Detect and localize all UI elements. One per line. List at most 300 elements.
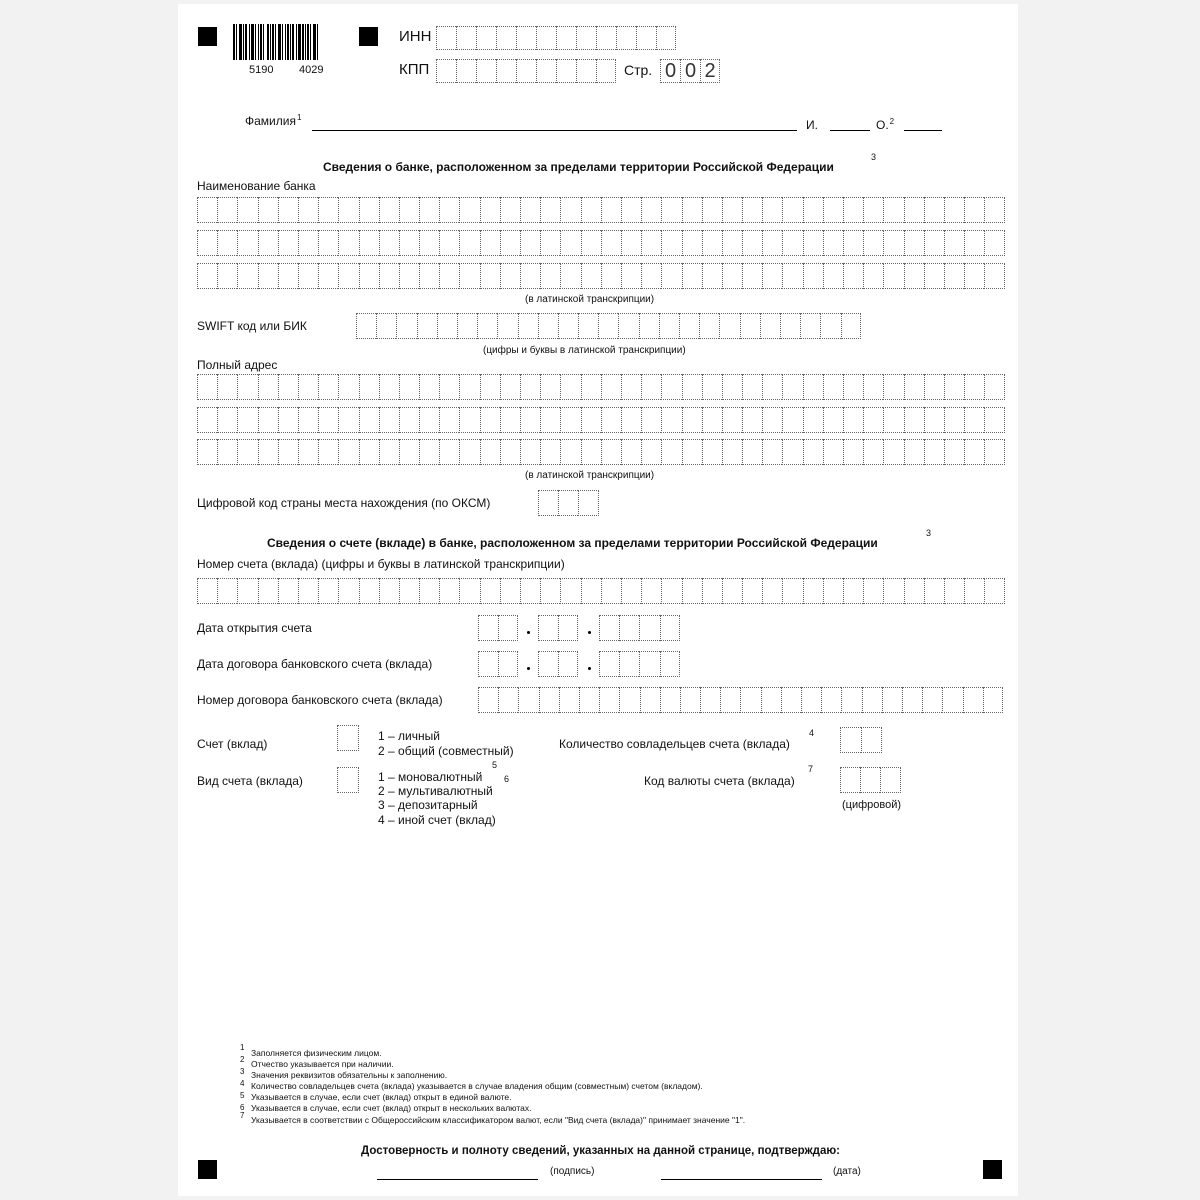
input-cell[interactable] bbox=[924, 230, 944, 256]
input-cell[interactable] bbox=[641, 197, 661, 223]
input-cell[interactable] bbox=[237, 374, 257, 400]
input-cell[interactable] bbox=[516, 59, 536, 83]
input-cell[interactable] bbox=[984, 407, 1004, 433]
input-cell[interactable] bbox=[702, 230, 722, 256]
input-cell[interactable] bbox=[399, 374, 419, 400]
input-cell[interactable] bbox=[904, 230, 924, 256]
input-cell[interactable] bbox=[560, 374, 580, 400]
input-cell[interactable] bbox=[278, 230, 298, 256]
input-cell[interactable] bbox=[480, 230, 500, 256]
input-cell[interactable] bbox=[682, 374, 702, 400]
input-cell[interactable] bbox=[599, 687, 619, 713]
input-cell[interactable] bbox=[480, 407, 500, 433]
input-cell[interactable] bbox=[538, 490, 558, 516]
input-cell[interactable] bbox=[964, 374, 984, 400]
input-cell[interactable] bbox=[863, 197, 883, 223]
input-cell[interactable] bbox=[762, 197, 782, 223]
open-date-day[interactable] bbox=[478, 615, 518, 641]
input-cell[interactable] bbox=[456, 59, 476, 83]
input-cell[interactable] bbox=[520, 197, 540, 223]
input-cell[interactable] bbox=[800, 313, 820, 339]
input-cell[interactable] bbox=[863, 374, 883, 400]
input-cell[interactable] bbox=[379, 374, 399, 400]
input-cell[interactable] bbox=[702, 374, 722, 400]
input-cell[interactable] bbox=[924, 578, 944, 604]
input-cell[interactable] bbox=[536, 26, 556, 50]
input-cell[interactable] bbox=[197, 374, 217, 400]
input-cell[interactable] bbox=[682, 578, 702, 604]
input-cell[interactable] bbox=[742, 230, 762, 256]
input-cell[interactable] bbox=[621, 374, 641, 400]
input-cell[interactable] bbox=[964, 439, 984, 465]
input-cell[interactable] bbox=[641, 263, 661, 289]
input-cell[interactable] bbox=[318, 263, 338, 289]
account-kind-field[interactable] bbox=[337, 725, 359, 751]
input-cell[interactable] bbox=[722, 374, 742, 400]
input-cell[interactable] bbox=[480, 439, 500, 465]
input-cell[interactable] bbox=[520, 578, 540, 604]
address-row-2[interactable] bbox=[197, 407, 1005, 433]
input-cell[interactable] bbox=[217, 263, 237, 289]
input-cell[interactable] bbox=[883, 230, 903, 256]
input-cell[interactable] bbox=[823, 374, 843, 400]
contract-date-day[interactable] bbox=[478, 651, 518, 677]
input-cell[interactable] bbox=[762, 407, 782, 433]
input-cell[interactable] bbox=[944, 230, 964, 256]
input-cell[interactable] bbox=[237, 230, 257, 256]
input-cell[interactable] bbox=[520, 230, 540, 256]
input-cell[interactable] bbox=[520, 263, 540, 289]
input-cell[interactable] bbox=[760, 313, 780, 339]
input-cell[interactable] bbox=[601, 578, 621, 604]
input-cell[interactable] bbox=[863, 263, 883, 289]
input-cell[interactable] bbox=[944, 578, 964, 604]
input-cell[interactable] bbox=[477, 313, 497, 339]
input-cell[interactable] bbox=[601, 230, 621, 256]
input-cell[interactable] bbox=[780, 313, 800, 339]
input-cell[interactable] bbox=[197, 578, 217, 604]
input-cell[interactable] bbox=[379, 230, 399, 256]
input-cell[interactable] bbox=[598, 313, 618, 339]
inn-field[interactable] bbox=[436, 26, 676, 50]
input-cell[interactable] bbox=[478, 651, 498, 677]
input-cell[interactable] bbox=[540, 439, 560, 465]
input-cell[interactable] bbox=[863, 230, 883, 256]
input-cell[interactable] bbox=[318, 439, 338, 465]
input-cell[interactable] bbox=[576, 59, 596, 83]
input-cell[interactable] bbox=[498, 651, 518, 677]
input-cell[interactable] bbox=[560, 407, 580, 433]
account-type-field[interactable] bbox=[337, 767, 359, 793]
input-cell[interactable] bbox=[500, 263, 520, 289]
input-cell[interactable] bbox=[740, 687, 760, 713]
input-cell[interactable] bbox=[860, 767, 880, 793]
input-cell[interactable] bbox=[197, 263, 217, 289]
input-cell[interactable] bbox=[762, 263, 782, 289]
swift-field[interactable] bbox=[356, 313, 861, 339]
input-cell[interactable] bbox=[621, 407, 641, 433]
input-cell[interactable] bbox=[500, 197, 520, 223]
input-cell[interactable] bbox=[436, 26, 456, 50]
open-date-year[interactable] bbox=[599, 615, 680, 641]
input-cell[interactable] bbox=[338, 374, 358, 400]
input-cell[interactable] bbox=[641, 578, 661, 604]
input-cell[interactable] bbox=[742, 263, 762, 289]
input-cell[interactable] bbox=[496, 26, 516, 50]
input-cell[interactable] bbox=[581, 230, 601, 256]
input-cell[interactable] bbox=[601, 197, 621, 223]
input-cell[interactable] bbox=[803, 374, 823, 400]
input-cell[interactable] bbox=[722, 439, 742, 465]
input-cell[interactable] bbox=[459, 374, 479, 400]
input-cell[interactable] bbox=[883, 407, 903, 433]
input-cell[interactable] bbox=[356, 313, 376, 339]
input-cell[interactable] bbox=[337, 767, 359, 793]
input-cell[interactable] bbox=[417, 313, 437, 339]
input-cell[interactable] bbox=[581, 374, 601, 400]
input-cell[interactable] bbox=[480, 578, 500, 604]
input-cell[interactable] bbox=[581, 578, 601, 604]
input-cell[interactable] bbox=[520, 439, 540, 465]
input-cell[interactable] bbox=[596, 59, 616, 83]
input-cell[interactable] bbox=[722, 230, 742, 256]
input-cell[interactable] bbox=[924, 439, 944, 465]
input-cell[interactable] bbox=[601, 439, 621, 465]
input-cell[interactable] bbox=[823, 407, 843, 433]
input-cell[interactable] bbox=[457, 313, 477, 339]
input-cell[interactable] bbox=[459, 407, 479, 433]
bank-name-row-1[interactable] bbox=[197, 197, 1005, 223]
input-cell[interactable] bbox=[500, 439, 520, 465]
input-cell[interactable] bbox=[618, 313, 638, 339]
input-cell[interactable] bbox=[823, 263, 843, 289]
input-cell[interactable] bbox=[782, 230, 802, 256]
input-cell[interactable] bbox=[500, 230, 520, 256]
input-cell[interactable] bbox=[237, 578, 257, 604]
input-cell[interactable] bbox=[459, 578, 479, 604]
input-cell[interactable] bbox=[439, 197, 459, 223]
input-cell[interactable] bbox=[459, 263, 479, 289]
input-cell[interactable] bbox=[843, 578, 863, 604]
input-cell[interactable] bbox=[359, 230, 379, 256]
input-cell[interactable] bbox=[318, 197, 338, 223]
input-cell[interactable] bbox=[843, 374, 863, 400]
input-cell[interactable] bbox=[659, 313, 679, 339]
input-cell[interactable] bbox=[640, 687, 660, 713]
input-cell[interactable] bbox=[963, 687, 983, 713]
input-cell[interactable] bbox=[803, 197, 823, 223]
input-cell[interactable] bbox=[984, 439, 1004, 465]
input-cell[interactable] bbox=[278, 374, 298, 400]
input-cell[interactable] bbox=[520, 374, 540, 400]
input-cell[interactable] bbox=[880, 767, 900, 793]
input-cell[interactable] bbox=[399, 439, 419, 465]
input-cell[interactable] bbox=[558, 651, 578, 677]
input-cell[interactable] bbox=[237, 197, 257, 223]
input-cell[interactable] bbox=[338, 230, 358, 256]
input-cell[interactable] bbox=[803, 230, 823, 256]
input-cell[interactable] bbox=[478, 687, 498, 713]
input-cell[interactable] bbox=[924, 407, 944, 433]
input-cell[interactable] bbox=[197, 439, 217, 465]
input-cell[interactable] bbox=[639, 651, 659, 677]
input-cell[interactable] bbox=[540, 263, 560, 289]
input-cell[interactable] bbox=[480, 374, 500, 400]
input-cell[interactable] bbox=[661, 374, 681, 400]
input-cell[interactable] bbox=[984, 197, 1004, 223]
input-cell[interactable] bbox=[762, 578, 782, 604]
input-cell[interactable] bbox=[278, 439, 298, 465]
input-cell[interactable] bbox=[217, 578, 237, 604]
input-cell[interactable] bbox=[536, 59, 556, 83]
input-cell[interactable] bbox=[298, 263, 318, 289]
input-cell[interactable] bbox=[581, 263, 601, 289]
input-cell[interactable] bbox=[599, 615, 619, 641]
input-cell[interactable] bbox=[496, 59, 516, 83]
input-cell[interactable] bbox=[558, 490, 578, 516]
input-cell[interactable] bbox=[338, 578, 358, 604]
input-cell[interactable] bbox=[518, 313, 538, 339]
input-cell[interactable] bbox=[399, 407, 419, 433]
bank-name-row-3[interactable] bbox=[197, 263, 1005, 289]
input-cell[interactable] bbox=[560, 578, 580, 604]
input-cell[interactable] bbox=[984, 263, 1004, 289]
input-cell[interactable] bbox=[298, 439, 318, 465]
address-row-3[interactable] bbox=[197, 439, 1005, 465]
input-cell[interactable] bbox=[439, 578, 459, 604]
input-cell[interactable] bbox=[439, 439, 459, 465]
input-cell[interactable] bbox=[843, 197, 863, 223]
input-cell[interactable] bbox=[639, 615, 659, 641]
input-cell[interactable] bbox=[661, 230, 681, 256]
input-cell[interactable] bbox=[702, 578, 722, 604]
input-cell[interactable] bbox=[476, 59, 496, 83]
contract-number-field[interactable] bbox=[478, 687, 1003, 713]
input-cell[interactable] bbox=[539, 687, 559, 713]
input-cell[interactable] bbox=[480, 263, 500, 289]
input-cell[interactable] bbox=[439, 407, 459, 433]
input-cell[interactable] bbox=[581, 407, 601, 433]
input-cell[interactable] bbox=[924, 374, 944, 400]
input-cell[interactable] bbox=[942, 687, 962, 713]
input-cell[interactable] bbox=[278, 578, 298, 604]
input-cell[interactable] bbox=[944, 197, 964, 223]
input-cell[interactable] bbox=[682, 407, 702, 433]
input-cell[interactable] bbox=[596, 26, 616, 50]
input-cell[interactable] bbox=[782, 197, 802, 223]
input-cell[interactable] bbox=[904, 263, 924, 289]
input-cell[interactable] bbox=[439, 263, 459, 289]
input-cell[interactable] bbox=[984, 374, 1004, 400]
input-cell[interactable] bbox=[722, 407, 742, 433]
input-cell[interactable] bbox=[619, 615, 639, 641]
open-date-month[interactable] bbox=[538, 615, 578, 641]
input-cell[interactable] bbox=[843, 439, 863, 465]
input-cell[interactable] bbox=[538, 615, 558, 641]
input-cell[interactable] bbox=[904, 197, 924, 223]
input-cell[interactable] bbox=[883, 439, 903, 465]
input-cell[interactable] bbox=[419, 439, 439, 465]
input-cell[interactable] bbox=[399, 263, 419, 289]
input-cell[interactable] bbox=[661, 439, 681, 465]
input-cell[interactable] bbox=[964, 263, 984, 289]
input-cell[interactable] bbox=[559, 687, 579, 713]
input-cell[interactable] bbox=[419, 197, 439, 223]
input-cell[interactable] bbox=[217, 439, 237, 465]
input-cell[interactable] bbox=[359, 197, 379, 223]
input-cell[interactable] bbox=[924, 197, 944, 223]
input-cell[interactable] bbox=[924, 263, 944, 289]
input-cell[interactable] bbox=[762, 230, 782, 256]
input-cell[interactable] bbox=[581, 197, 601, 223]
input-cell[interactable] bbox=[538, 313, 558, 339]
input-cell[interactable] bbox=[636, 26, 656, 50]
input-cell[interactable] bbox=[641, 374, 661, 400]
input-cell[interactable] bbox=[742, 578, 762, 604]
input-cell[interactable] bbox=[601, 407, 621, 433]
account-number-field[interactable] bbox=[197, 578, 1005, 604]
input-cell[interactable] bbox=[278, 407, 298, 433]
input-cell[interactable] bbox=[338, 407, 358, 433]
input-cell[interactable] bbox=[679, 313, 699, 339]
input-cell[interactable] bbox=[843, 230, 863, 256]
input-cell[interactable] bbox=[841, 687, 861, 713]
input-cell[interactable] bbox=[904, 407, 924, 433]
input-cell[interactable] bbox=[399, 230, 419, 256]
input-cell[interactable] bbox=[560, 439, 580, 465]
signature-input-line[interactable] bbox=[377, 1179, 538, 1180]
input-cell[interactable] bbox=[840, 767, 860, 793]
input-cell[interactable] bbox=[538, 651, 558, 677]
input-cell[interactable] bbox=[258, 197, 278, 223]
input-cell[interactable] bbox=[661, 263, 681, 289]
input-cell[interactable] bbox=[601, 374, 621, 400]
input-cell[interactable] bbox=[338, 439, 358, 465]
input-cell[interactable] bbox=[843, 407, 863, 433]
input-cell[interactable] bbox=[742, 374, 762, 400]
input-cell[interactable] bbox=[863, 578, 883, 604]
contract-date-year[interactable] bbox=[599, 651, 680, 677]
input-cell[interactable] bbox=[782, 439, 802, 465]
input-cell[interactable] bbox=[520, 407, 540, 433]
input-cell[interactable] bbox=[359, 439, 379, 465]
input-cell[interactable] bbox=[782, 578, 802, 604]
input-cell[interactable] bbox=[944, 407, 964, 433]
input-cell[interactable] bbox=[436, 59, 456, 83]
input-cell[interactable] bbox=[359, 374, 379, 400]
input-cell[interactable] bbox=[803, 407, 823, 433]
input-cell[interactable] bbox=[217, 407, 237, 433]
input-cell[interactable] bbox=[500, 578, 520, 604]
input-cell[interactable] bbox=[883, 374, 903, 400]
input-cell[interactable] bbox=[258, 439, 278, 465]
input-cell[interactable] bbox=[298, 374, 318, 400]
input-cell[interactable] bbox=[823, 439, 843, 465]
input-cell[interactable] bbox=[498, 687, 518, 713]
input-cell[interactable] bbox=[641, 230, 661, 256]
input-cell[interactable] bbox=[237, 407, 257, 433]
input-cell[interactable] bbox=[379, 263, 399, 289]
input-cell[interactable] bbox=[984, 230, 1004, 256]
currency-code-field[interactable] bbox=[840, 767, 901, 793]
input-cell[interactable] bbox=[944, 263, 964, 289]
input-cell[interactable] bbox=[500, 374, 520, 400]
input-cell[interactable] bbox=[762, 439, 782, 465]
input-cell[interactable] bbox=[337, 725, 359, 751]
input-cell[interactable] bbox=[722, 197, 742, 223]
input-cell[interactable] bbox=[702, 439, 722, 465]
input-cell[interactable] bbox=[576, 26, 596, 50]
contract-date-month[interactable] bbox=[538, 651, 578, 677]
input-cell[interactable] bbox=[944, 374, 964, 400]
input-cell[interactable] bbox=[478, 615, 498, 641]
input-cell[interactable] bbox=[944, 439, 964, 465]
input-cell[interactable] bbox=[318, 407, 338, 433]
kpp-field[interactable] bbox=[436, 59, 616, 83]
input-cell[interactable] bbox=[278, 197, 298, 223]
input-cell[interactable] bbox=[599, 651, 619, 677]
input-cell[interactable] bbox=[883, 263, 903, 289]
input-cell[interactable] bbox=[419, 407, 439, 433]
input-cell[interactable] bbox=[258, 407, 278, 433]
input-cell[interactable] bbox=[480, 197, 500, 223]
input-cell[interactable] bbox=[902, 687, 922, 713]
input-cell[interactable] bbox=[439, 374, 459, 400]
input-cell[interactable] bbox=[560, 197, 580, 223]
input-cell[interactable] bbox=[560, 263, 580, 289]
input-cell[interactable] bbox=[621, 230, 641, 256]
surname-input-line[interactable] bbox=[312, 130, 797, 131]
input-cell[interactable] bbox=[359, 407, 379, 433]
input-cell[interactable] bbox=[883, 578, 903, 604]
input-cell[interactable] bbox=[720, 687, 740, 713]
input-cell[interactable] bbox=[581, 439, 601, 465]
input-cell[interactable] bbox=[863, 407, 883, 433]
input-cell[interactable] bbox=[338, 263, 358, 289]
initial-o-input-line[interactable] bbox=[904, 130, 942, 131]
input-cell[interactable] bbox=[661, 578, 681, 604]
input-cell[interactable] bbox=[682, 197, 702, 223]
input-cell[interactable] bbox=[823, 197, 843, 223]
input-cell[interactable] bbox=[419, 374, 439, 400]
input-cell[interactable] bbox=[217, 230, 237, 256]
input-cell[interactable] bbox=[459, 230, 479, 256]
input-cell[interactable] bbox=[578, 490, 598, 516]
input-cell[interactable] bbox=[459, 197, 479, 223]
input-cell[interactable] bbox=[702, 263, 722, 289]
input-cell[interactable] bbox=[359, 578, 379, 604]
input-cell[interactable] bbox=[621, 263, 641, 289]
input-cell[interactable] bbox=[556, 59, 576, 83]
input-cell[interactable] bbox=[762, 374, 782, 400]
input-cell[interactable] bbox=[883, 197, 903, 223]
input-cell[interactable] bbox=[318, 578, 338, 604]
input-cell[interactable] bbox=[601, 263, 621, 289]
input-cell[interactable] bbox=[740, 313, 760, 339]
input-cell[interactable] bbox=[500, 407, 520, 433]
input-cell[interactable] bbox=[379, 439, 399, 465]
input-cell[interactable] bbox=[761, 687, 781, 713]
input-cell[interactable] bbox=[237, 263, 257, 289]
input-cell[interactable] bbox=[476, 26, 496, 50]
input-cell[interactable] bbox=[540, 407, 560, 433]
input-cell[interactable] bbox=[540, 374, 560, 400]
input-cell[interactable] bbox=[660, 651, 680, 677]
address-row-1[interactable] bbox=[197, 374, 1005, 400]
input-cell[interactable] bbox=[379, 578, 399, 604]
input-cell[interactable] bbox=[803, 439, 823, 465]
input-cell[interactable] bbox=[197, 197, 217, 223]
